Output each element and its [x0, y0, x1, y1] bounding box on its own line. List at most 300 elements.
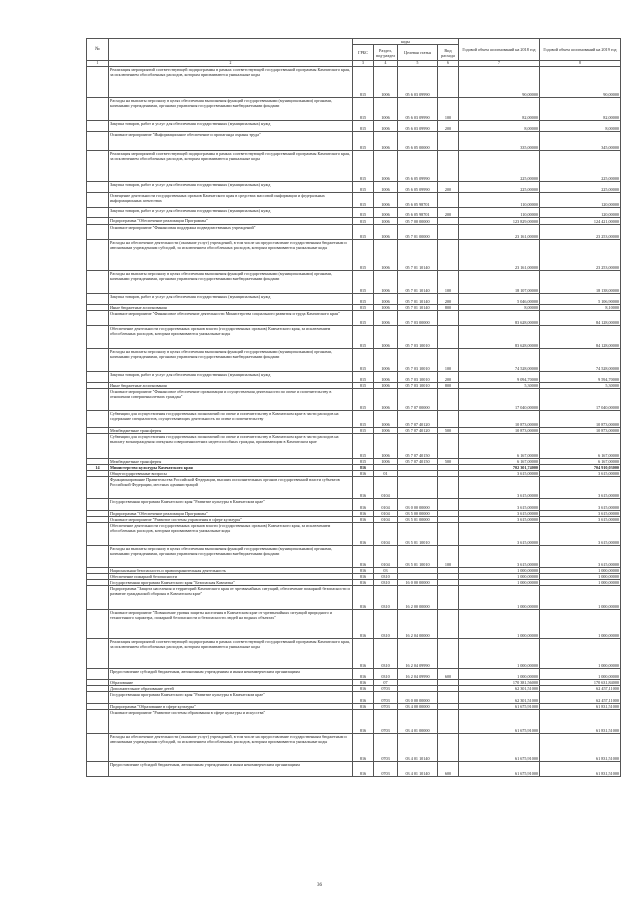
row-name-cell: Закупка товаров, работ и услуг для обеспечения государственных (муниципальных) нужд: [109, 121, 353, 132]
row-name-cell: Расходы на обеспечение деятельности (оказание услуг) учреждений, в том числе на предоставление государственным бюджетным и автономным учреждениям субсидий, за исключением обособленных расходов, которым присваиваются уникальные коды: [109, 240, 353, 271]
row-number-cell: [87, 98, 109, 121]
amount-2018-cell: 1 000,00000: [459, 639, 540, 669]
grbs-cell: 816: [353, 499, 374, 511]
index-cell: 8: [540, 61, 621, 67]
row-name-cell: Закупка товаров, работ и услуг для обеспечения государственных (муниципальных) нужд: [109, 372, 353, 383]
amount-2018-cell: 74 528,00000: [459, 349, 540, 372]
grbs-cell: 815: [353, 271, 374, 294]
amount-2018-cell: 83 628,00000: [459, 326, 540, 349]
row-number-cell: [87, 151, 109, 182]
grbs-cell: 815: [353, 428, 374, 434]
row-name-cell: Государственная программа Камчатского края "Развитие культуры в Камчатском крае": [109, 692, 353, 704]
razdel-cell: 1006: [374, 208, 398, 218]
row-number-cell: [87, 67, 109, 98]
grbs-cell: 815: [353, 349, 374, 372]
amount-2018-cell: 5 046,00000: [459, 294, 540, 305]
razdel-cell: 0310: [374, 574, 398, 580]
amount-2018-cell: 61 675,91000: [459, 710, 540, 734]
row-number-cell: [87, 372, 109, 383]
row-number-cell: [87, 610, 109, 639]
amount-2018-cell: 17 040,00000: [459, 389, 540, 411]
target-article-cell: 05 7 03 10010: [398, 326, 438, 349]
expense-type-cell: [438, 710, 459, 734]
table-row: [87, 311, 621, 326]
header-vr: Вид расхода: [438, 45, 459, 61]
razdel-cell: 1006: [374, 182, 398, 193]
amount-2018-cell: 110,00000: [459, 208, 540, 218]
target-article-cell: 16 2 00 00000: [398, 586, 438, 610]
razdel-cell: 0104: [374, 546, 398, 568]
amount-2018-cell: 110,00000: [459, 193, 540, 208]
razdel-cell: 1006: [374, 383, 398, 389]
target-article-cell: 05 7 03 10010: [398, 372, 438, 383]
amount-2019-cell: 6 167,00000: [540, 434, 621, 459]
grbs-cell: 816: [353, 465, 374, 471]
row-number-cell: [87, 499, 109, 511]
grbs-cell: 815: [353, 311, 374, 326]
row-name-cell: Обеспечение деятельности государственных органов власти (государственных органов) Камчатского края, за исключением обособленных расходов, которым присваиваются уникальные коды: [109, 326, 353, 349]
razdel-cell: 0703: [374, 710, 398, 734]
row-number-cell: [87, 349, 109, 372]
razdel-cell: 1006: [374, 121, 398, 132]
amount-2018-cell: 1 000,00000: [459, 574, 540, 580]
amount-2018-cell: 82,00000: [459, 98, 540, 121]
target-article-cell: 03 4 01 10140: [398, 762, 438, 777]
row-number-cell: [87, 546, 109, 568]
row-number-cell: [87, 240, 109, 271]
amount-2018-cell: 3 615,00000: [459, 546, 540, 568]
table-row: [87, 411, 621, 428]
razdel-cell: 1006: [374, 349, 398, 372]
razdel-cell: 1006: [374, 459, 398, 465]
amount-2019-cell: 10 873,00000: [540, 411, 621, 428]
expense-type-cell: [438, 326, 459, 349]
table-row: [87, 477, 621, 499]
amount-2019-cell: 8,10000: [540, 305, 621, 311]
grbs-cell: 816: [353, 517, 374, 523]
razdel-cell: 1006: [374, 305, 398, 311]
razdel-cell: 0703: [374, 762, 398, 777]
header-razdel: Раздел, под-раздел: [374, 45, 398, 61]
target-article-cell: 05 6 05 98701: [398, 208, 438, 218]
row-name-cell: Основное мероприятие "Повышение уровня защиты населения в Камчатском крае от чрезвычайных ситуаций природного и техногенного характера, пожарной безопасности и безопасности людей на водных объектах": [109, 610, 353, 639]
amount-2019-cell: 124 421,00000: [540, 218, 621, 225]
amount-2018-cell: 6 167,00000: [459, 434, 540, 459]
razdel-cell: 0104: [374, 523, 398, 546]
amount-2018-cell: 1 000,00000: [459, 669, 540, 680]
grbs-cell: 815: [353, 121, 374, 132]
table-body: [87, 67, 621, 777]
row-number-cell: [87, 586, 109, 610]
amount-2019-cell: 170 631,84000: [540, 680, 621, 686]
grbs-cell: 815: [353, 132, 374, 151]
amount-2018-cell: 62 301,51000: [459, 686, 540, 692]
row-name-cell: Иные бюджетные ассигнования: [109, 383, 353, 389]
razdel-cell: 1006: [374, 311, 398, 326]
table-row: [87, 240, 621, 271]
row-name-cell: Иные бюджетные ассигнования: [109, 305, 353, 311]
amount-2019-cell: 23 253,00000: [540, 225, 621, 240]
header-2019: Годовой объем ассигнований на 2019 год: [540, 39, 621, 61]
expense-type-cell: [438, 132, 459, 151]
row-name-cell: Реализация мероприятий соответствующей подпрограммы в рамках соответствующей государственной программы Камчатского края, за исключением обособленных расходов, которым присваиваются уникальные коды: [109, 67, 353, 98]
index-cell: 7: [459, 61, 540, 67]
expense-type-cell: [438, 311, 459, 326]
target-article-cell: 03 5 01 10010: [398, 523, 438, 546]
razdel-cell: 0104: [374, 477, 398, 499]
grbs-cell: 816: [353, 639, 374, 669]
razdel-cell: 1006: [374, 271, 398, 294]
grbs-cell: 816: [353, 680, 374, 686]
amount-2019-cell: 225,00000: [540, 151, 621, 182]
amount-2019-cell: 5,30000: [540, 383, 621, 389]
row-name-cell: Предоставление субсидий бюджетным, автономным учреждениям и иным некоммерческим организациям: [109, 762, 353, 777]
amount-2019-cell: 5 106,90000: [540, 294, 621, 305]
target-article-cell: 03 4 01 10140: [398, 734, 438, 762]
amount-2018-cell: 23 161,00000: [459, 225, 540, 240]
index-cell: 2: [109, 61, 353, 67]
razdel-cell: 0703: [374, 734, 398, 762]
amount-2019-cell: 3 615,00000: [540, 511, 621, 517]
expense-type-cell: 200: [438, 182, 459, 193]
amount-2019-cell: 120,00000: [540, 193, 621, 208]
table-row: [87, 499, 621, 511]
target-article-cell: 05 6 03 09990: [398, 67, 438, 98]
expense-type-cell: 800: [438, 305, 459, 311]
amount-2018-cell: 1 000,00000: [459, 610, 540, 639]
amount-2018-cell: 225,00000: [459, 182, 540, 193]
expense-type-cell: 200: [438, 294, 459, 305]
grbs-cell: 816: [353, 704, 374, 710]
amount-2018-cell: 61 675,91000: [459, 734, 540, 762]
grbs-cell: 815: [353, 294, 374, 305]
razdel-cell: 1006: [374, 151, 398, 182]
amount-2018-cell: 1 000,00000: [459, 586, 540, 610]
amount-2018-cell: 90,00000: [459, 67, 540, 98]
grbs-cell: 815: [353, 411, 374, 428]
razdel-cell: 1006: [374, 225, 398, 240]
table-row: [87, 692, 621, 704]
amount-2018-cell: 9 094,70000: [459, 372, 540, 383]
expense-type-cell: [438, 193, 459, 208]
grbs-cell: 815: [353, 67, 374, 98]
razdel-cell: 1006: [374, 411, 398, 428]
table-row: [87, 218, 621, 225]
row-number-cell: [87, 477, 109, 499]
grbs-cell: 815: [353, 326, 374, 349]
grbs-cell: 815: [353, 151, 374, 182]
razdel-cell: 0310: [374, 580, 398, 586]
row-name-cell: Основное мероприятие "Информационное обеспечение и пропаганда охраны труда": [109, 132, 353, 151]
row-name-cell: Подпрограмма "Обеспечение реализации Программы": [109, 218, 353, 225]
page-number: 36: [317, 883, 322, 888]
row-name-cell: Закупка товаров, работ и услуг для обеспечения государственных (муниципальных) нужд: [109, 294, 353, 305]
amount-2018-cell: 225,00000: [459, 151, 540, 182]
amount-2019-cell: 225,00000: [540, 182, 621, 193]
index-cell: 1: [87, 61, 109, 67]
target-article-cell: 05 7 01 10140: [398, 305, 438, 311]
expense-type-cell: 800: [438, 383, 459, 389]
expense-type-cell: 600: [438, 669, 459, 680]
amount-2018-cell: 702 301,74000: [459, 465, 540, 471]
expense-type-cell: 200: [438, 121, 459, 132]
row-name-cell: Субвенции для осуществления государственных полномочий по опеке и попечительству в Камчатском крае в части расходов на выплату вознаграждения опекунам совершеннолетних недееспособных граждан, проживающим в Камчатском крае: [109, 434, 353, 459]
row-name-cell: Межбюджетные трансферты: [109, 428, 353, 434]
razdel-cell: 1006: [374, 132, 398, 151]
row-name-cell: Образование: [109, 680, 353, 686]
row-number-cell: [87, 271, 109, 294]
amount-2019-cell: 61 831,51000: [540, 734, 621, 762]
target-article-cell: 05 7 07 00000: [398, 389, 438, 411]
table-row: [87, 389, 621, 411]
amount-2018-cell: 1 000,00000: [459, 568, 540, 574]
amount-2018-cell: 3 615,00000: [459, 511, 540, 517]
amount-2019-cell: 62 457,11000: [540, 686, 621, 692]
target-article-cell: 05 7 03 00000: [398, 311, 438, 326]
amount-2019-cell: 18 138,00000: [540, 271, 621, 294]
grbs-cell: 816: [353, 477, 374, 499]
amount-2018-cell: 61 675,91000: [459, 704, 540, 710]
razdel-cell: 1006: [374, 240, 398, 271]
row-number-cell: [87, 639, 109, 669]
table-row: [87, 132, 621, 151]
amount-2019-cell: 3 615,00000: [540, 546, 621, 568]
header-num: №: [87, 39, 109, 61]
amount-2019-cell: 1 000,00000: [540, 669, 621, 680]
razdel-cell: 1006: [374, 98, 398, 121]
grbs-cell: 815: [353, 98, 374, 121]
table-row: [87, 669, 621, 680]
amount-2018-cell: 335,00000: [459, 132, 540, 151]
amount-2018-cell: 8,00000: [459, 305, 540, 311]
row-number-cell: [87, 193, 109, 208]
index-cell: 6: [438, 61, 459, 67]
row-name-cell: Реализация мероприятий соответствующей подпрограммы в рамках соответствующей государственной программы Камчатского края, за исключением обособленных расходов, которым присваиваются уникальные коды: [109, 151, 353, 182]
razdel-cell: 07: [374, 680, 398, 686]
grbs-cell: 816: [353, 686, 374, 692]
amount-2019-cell: 74 528,00000: [540, 349, 621, 372]
row-name-cell: Основное мероприятие "Финансовое обеспечение организации и осуществления деятельности по опеке и попечительству в отношении совершеннолетних граждан": [109, 389, 353, 411]
target-article-cell: 03 5 01 10010: [398, 546, 438, 568]
razdel-cell: 1006: [374, 389, 398, 411]
amount-2019-cell: 82,00000: [540, 98, 621, 121]
row-number-cell: [87, 326, 109, 349]
expense-type-cell: [438, 692, 459, 704]
razdel-cell: 1006: [374, 294, 398, 305]
razdel-cell: 1006: [374, 428, 398, 434]
table-row: [87, 734, 621, 762]
row-name-cell: Межбюджетные трансферты: [109, 459, 353, 465]
grbs-cell: 815: [353, 193, 374, 208]
amount-2019-cell: 1 000,00000: [540, 586, 621, 610]
expense-type-cell: 200: [438, 208, 459, 218]
row-number-cell: [87, 294, 109, 305]
amount-2019-cell: 8,00000: [540, 121, 621, 132]
amount-2018-cell: 5,30000: [459, 383, 540, 389]
table-row: [87, 151, 621, 182]
expense-type-cell: [438, 389, 459, 411]
table-row: [87, 98, 621, 121]
expense-type-cell: 500: [438, 459, 459, 465]
grbs-cell: 816: [353, 574, 374, 580]
row-number-cell: [87, 710, 109, 734]
grbs-cell: 816: [353, 568, 374, 574]
row-name-cell: Закупка товаров, работ и услуг для обеспечения государственных (муниципальных) нужд: [109, 182, 353, 193]
row-number-cell: [87, 132, 109, 151]
grbs-cell: 815: [353, 182, 374, 193]
razdel-cell: 0310: [374, 669, 398, 680]
amount-2019-cell: 62 457,11000: [540, 692, 621, 704]
target-article-cell: 05 7 07 40120: [398, 428, 438, 434]
grbs-cell: 816: [353, 523, 374, 546]
razdel-cell: 1006: [374, 434, 398, 459]
row-number-cell: [87, 182, 109, 193]
index-cell: 3: [353, 61, 374, 67]
amount-2019-cell: 23 253,00000: [540, 240, 621, 271]
target-article-cell: 03 5 00 00000: [398, 511, 438, 517]
amount-2019-cell: 3 615,00000: [540, 477, 621, 499]
amount-2019-cell: 1 000,00000: [540, 639, 621, 669]
row-number-cell: [87, 692, 109, 704]
amount-2018-cell: 3 615,00000: [459, 499, 540, 511]
expense-type-cell: [438, 434, 459, 459]
amount-2018-cell: 83 628,00000: [459, 311, 540, 326]
table-row: [87, 193, 621, 208]
row-name-cell: Обеспечение деятельности государственных органов власти (государственных органов) Камчатского края, за исключением обособленных расходов, которым присваиваются уникальные коды: [109, 523, 353, 546]
grbs-cell: 815: [353, 389, 374, 411]
amount-2018-cell: 18 107,00000: [459, 271, 540, 294]
table-row: [87, 372, 621, 383]
expense-type-cell: [438, 67, 459, 98]
table-row: [87, 225, 621, 240]
target-article-cell: 05 7 01 00000: [398, 225, 438, 240]
grbs-cell: 816: [353, 580, 374, 586]
expense-type-cell: [438, 610, 459, 639]
target-article-cell: 05 7 00 00000: [398, 218, 438, 225]
razdel-cell: 0104: [374, 517, 398, 523]
table-row: [87, 434, 621, 459]
target-article-cell: [398, 477, 438, 499]
razdel-cell: 03: [374, 568, 398, 574]
table-row: [87, 326, 621, 349]
amount-2019-cell: 3 615,00000: [540, 517, 621, 523]
grbs-cell: 815: [353, 434, 374, 459]
amount-2018-cell: 10 873,00000: [459, 428, 540, 434]
grbs-cell: 816: [353, 669, 374, 680]
grbs-cell: 816: [353, 734, 374, 762]
amount-2018-cell: 61 675,91000: [459, 762, 540, 777]
row-name-cell: Расходы на выплаты персоналу в целях обеспечения выполнения функций государственными (муниципальными) органами, казенными учреждениями, органами управления государственными внебюджетными фондами: [109, 546, 353, 568]
row-name-cell: Дополнительное образование детей: [109, 686, 353, 692]
budget-table: [86, 38, 621, 777]
razdel-cell: 01: [374, 471, 398, 477]
expense-type-cell: [438, 477, 459, 499]
header-cs: Целевая статья: [398, 45, 438, 61]
row-name-cell: Расходы на обеспечение деятельности (оказание услуг) учреждений, в том числе на предоставление государственным бюджетным и автономным учреждениям субсидий, за исключением обособленных расходов, которым присваиваются уникальные коды: [109, 734, 353, 762]
row-name-cell: Национальная безопасность и правоохранительная деятельность: [109, 568, 353, 574]
razdel-cell: 0104: [374, 511, 398, 517]
table-row: [87, 710, 621, 734]
row-number-cell: [87, 121, 109, 132]
grbs-cell: 815: [353, 305, 374, 311]
target-article-cell: 05 7 01 10140: [398, 294, 438, 305]
table-row: [87, 586, 621, 610]
row-name-cell: Расходы на выплаты персоналу в целях обеспечения выполнения функций государственными (муниципальными) органами, казенными учреждениями, органами управления государственными внебюджетными фондами: [109, 98, 353, 121]
amount-2019-cell: 3 615,00000: [540, 499, 621, 511]
target-article-cell: 16 2 04 09990: [398, 639, 438, 669]
expense-type-cell: [438, 218, 459, 225]
table-row: [87, 121, 621, 132]
amount-2018-cell: 170 381,56000: [459, 680, 540, 686]
razdel-cell: 0703: [374, 704, 398, 710]
grbs-cell: 815: [353, 218, 374, 225]
amount-2018-cell: 3 615,00000: [459, 523, 540, 546]
table-row: [87, 182, 621, 193]
table-header: [87, 39, 621, 67]
target-article-cell: 03 4 00 00000: [398, 704, 438, 710]
table-row: [87, 349, 621, 372]
row-name-cell: Освещение деятельности государственных органов Камчатского края в средствах массовой информации и федеральных информационных агентствах: [109, 193, 353, 208]
expense-type-cell: [438, 523, 459, 546]
expense-type-cell: 600: [438, 762, 459, 777]
grbs-cell: 815: [353, 208, 374, 218]
target-article-cell: 05 6 03 09990: [398, 121, 438, 132]
table-row: [87, 208, 621, 218]
header-name: [109, 39, 353, 61]
grbs-cell: 816: [353, 471, 374, 477]
grbs-cell: 816: [353, 546, 374, 568]
amount-2018-cell: 1 000,00000: [459, 580, 540, 586]
row-name-cell: Основное мероприятие "Развитие системы образования в сфере культуры и искусства": [109, 710, 353, 734]
row-name-cell: Реализация мероприятий соответствующей подпрограммы в рамках соответствующей государственной программы Камчатского края, за исключением обособленных расходов, которым присваиваются уникальные коды: [109, 639, 353, 669]
expense-type-cell: 100: [438, 271, 459, 294]
grbs-cell: 815: [353, 240, 374, 271]
amount-2019-cell: 6 167,00000: [540, 459, 621, 465]
table-row: [87, 639, 621, 669]
row-number-cell: [87, 411, 109, 428]
target-article-cell: 05 7 03 10010: [398, 349, 438, 372]
row-name-cell: Субвенции для осуществления государственных полномочий по опеке и попечительству в Камчатском крае в части расходов на содержание специалистов, осуществляющих деятельность по опеке и попечительству: [109, 411, 353, 428]
amount-2018-cell: 10 873,00000: [459, 411, 540, 428]
amount-2018-cell: 62 301,51000: [459, 692, 540, 704]
amount-2019-cell: 120,00000: [540, 208, 621, 218]
grbs-cell: 815: [353, 459, 374, 465]
razdel-cell: 1006: [374, 218, 398, 225]
row-number-cell: [87, 389, 109, 411]
amount-2019-cell: 1 000,00000: [540, 574, 621, 580]
razdel-cell: 0310: [374, 639, 398, 669]
expense-type-cell: [438, 639, 459, 669]
row-number-cell: 14: [87, 465, 109, 471]
amount-2019-cell: 1 000,00000: [540, 568, 621, 574]
amount-2018-cell: 8,00000: [459, 121, 540, 132]
razdel-cell: 0310: [374, 610, 398, 639]
grbs-cell: 816: [353, 511, 374, 517]
table-row: [87, 271, 621, 294]
expense-type-cell: [438, 586, 459, 610]
grbs-cell: 816: [353, 692, 374, 704]
target-article-cell: 05 6 03 09990: [398, 98, 438, 121]
row-name-cell: Государственная программа Камчатского края "Безопасная Камчатка": [109, 580, 353, 586]
header-2018: Годовой объем ассигнований на 2018 год: [459, 39, 540, 61]
target-article-cell: 05 6 05 98701: [398, 193, 438, 208]
amount-2018-cell: 23 161,00000: [459, 240, 540, 271]
target-article-cell: 05 6 05 09990: [398, 182, 438, 193]
table-row: [87, 762, 621, 777]
index-cell: 4: [374, 61, 398, 67]
expense-type-cell: [438, 411, 459, 428]
razdel-cell: 0104: [374, 499, 398, 511]
